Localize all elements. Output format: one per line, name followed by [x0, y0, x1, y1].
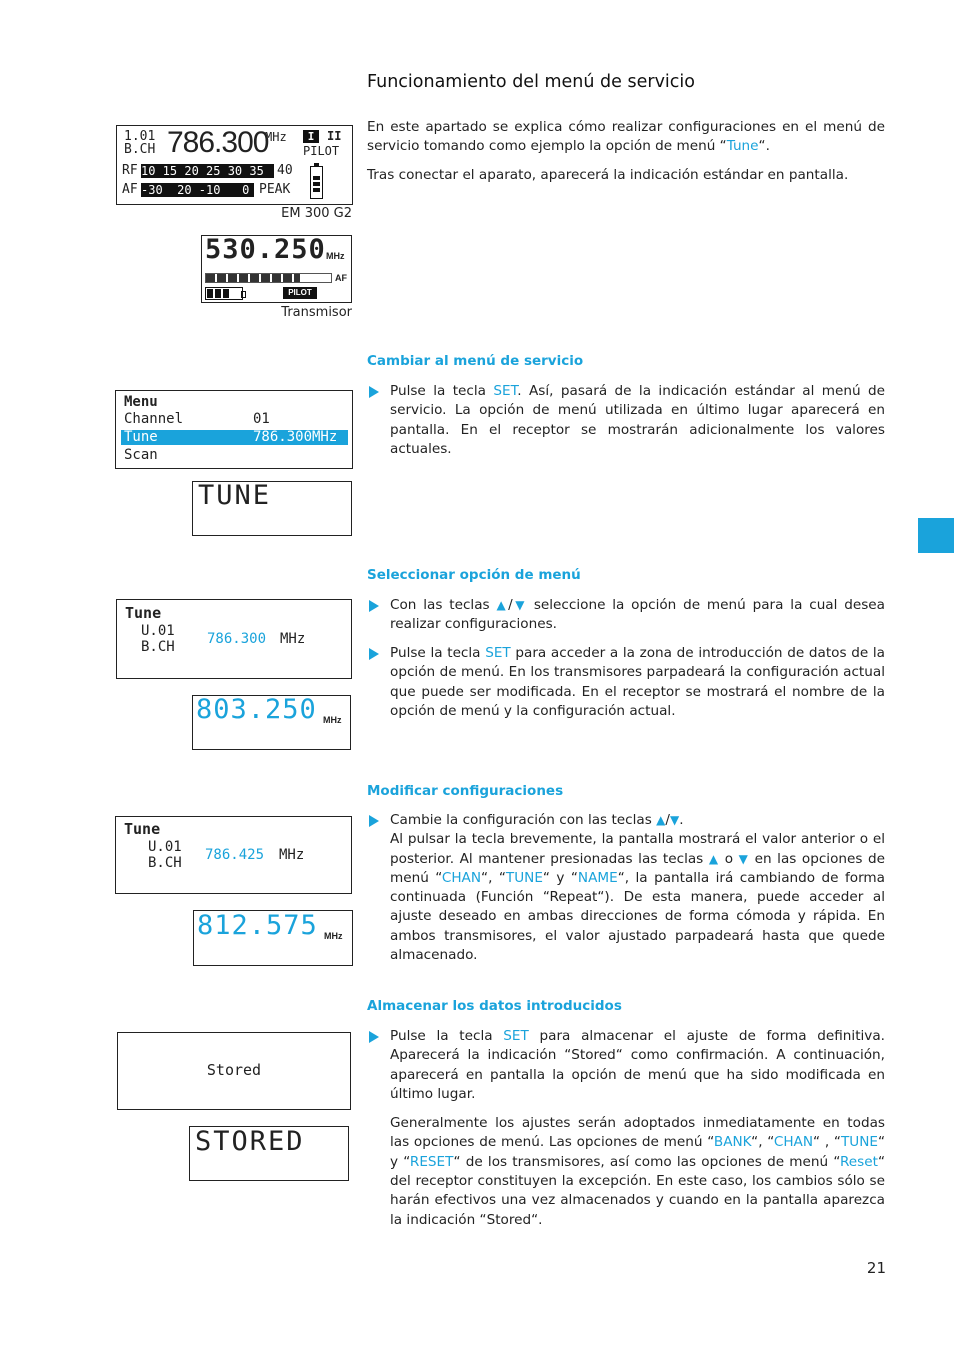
segment-unit-a: MHz	[323, 715, 342, 725]
menu-row-scan: Scan	[124, 447, 158, 463]
intro-paragraph-1	[367, 118, 885, 157]
transmitter-caption: Transmisor	[281, 305, 352, 320]
bullet-text: Pulse la tecla SET para acceder a la zona de introducción de datos de la opción de menú. En los transmisores parpadeará la configuración actual que puede ser modificada. En el receptor se mostrará el nombre de la opción de menú y la configuración actual.	[390, 645, 885, 719]
tune-option: TUNE	[840, 1134, 878, 1151]
tune-frequency: 786.425	[205, 847, 265, 863]
bank-option: BANK	[713, 1134, 752, 1151]
up-key-icon: ▲	[496, 598, 509, 612]
af-label: AF	[122, 182, 138, 197]
menu-row-channel: Channel	[124, 411, 184, 427]
bullet-store	[367, 1027, 885, 1230]
stored-text: Stored	[206, 1061, 262, 1079]
tune-display-b	[115, 816, 352, 894]
rf-label: RF	[122, 163, 138, 178]
down-key-icon: ▼	[512, 598, 527, 612]
reset-option: RESET	[409, 1153, 454, 1170]
rf-end: 40	[277, 163, 293, 178]
transmitter-display	[201, 235, 352, 303]
tune-title: Tune	[124, 820, 161, 838]
transmitter-battery-icon	[205, 287, 243, 300]
bullet-arrow-icon	[369, 1031, 379, 1043]
receiver-ch-ii: II	[327, 129, 342, 143]
section-heading-modify: Modificar configuraciones	[367, 783, 564, 799]
receiver-channel: 1.01	[124, 129, 156, 144]
tune-line-2: B.CH	[148, 855, 182, 871]
tune-option: TUNE	[505, 869, 543, 886]
tune-segment-display	[192, 481, 352, 536]
receiver-reset-option: Reset	[839, 1153, 878, 1170]
bullet-text: Con las teclas ▲/▼ seleccione la opción de menú para la cual desea realizar configuraciones.	[390, 597, 886, 633]
set-key: SET	[503, 1028, 529, 1044]
segment-display-b	[193, 910, 353, 966]
menu-row-tune-value: 786.300MHz	[253, 429, 338, 445]
af-meter	[205, 273, 332, 283]
intro-text-end: “.	[758, 138, 770, 155]
receiver-frequency: 786.300	[167, 126, 269, 159]
battery-icon	[310, 166, 323, 199]
intro-paragraph-2: Tras conectar el aparato, aparecerá la indicación estándar en pantalla.	[367, 167, 849, 183]
bullet-select-keys	[367, 596, 885, 635]
bullet-text: Pulse la tecla SET para almacenar el ajuste de forma definitiva. Aparecerá la indicación “Stored“ como confirmación. A continuación, aparecerá en pantalla la opción de menú que ha sido modificada en último lugar.	[390, 1028, 885, 1102]
tune-title: Tune	[125, 604, 162, 622]
intro-text: En este apartado se explica cómo realizar configuraciones en el menú de servicio tomando como ejemplo la opción de menú “	[367, 119, 885, 155]
down-key-icon: ▼	[669, 813, 680, 827]
peak-label: PEAK	[259, 182, 291, 197]
transmitter-pilot: PILOT	[283, 287, 317, 299]
bullet-arrow-icon	[369, 648, 379, 660]
stored-segment-text: STORED	[195, 1126, 305, 1157]
rf-scale: 10 15 20 25 30 35	[141, 164, 274, 178]
bullet-press-set-2	[367, 644, 885, 721]
menu-display	[115, 390, 353, 469]
section-heading-store: Almacenar los datos introducidos	[367, 998, 622, 1014]
tune-segment-text: TUNE	[198, 481, 272, 511]
segment-unit-b: MHz	[324, 931, 343, 941]
chan-option: CHAN	[773, 1134, 814, 1151]
up-key-icon: ▲	[708, 851, 720, 866]
transmitter-unit: MHz	[326, 251, 345, 261]
page-title: Funcionamiento del menú de servicio	[367, 72, 695, 92]
store-exceptions-paragraph: Generalmente los ajustes serán adoptados inmediatamente en todas las opciones de menú. Las opciones de menú “BANK“, “CHAN“ , “TUNE“ y “RESET“ de los transmisores, así como las opciones de menú “Reset“ del receptor constituyen la excepción. En este caso, los cambios sólo se harán efectivos una vez almacenados y cuando en la pantalla aparezca la indicación “Stored“.	[390, 1115, 885, 1228]
tune-frequency: 786.300	[207, 631, 267, 647]
receiver-display	[116, 125, 353, 205]
bullet-change-setting	[367, 811, 885, 965]
bullet-text: Pulse la tecla SET. Así, pasará de la indicación estándar al menú de servicio. La opción de menú utilizada en último lugar aparecerá en pantalla. En el receptor se mostrarán adicionalmente los valores actuales.	[390, 383, 885, 457]
tune-line-1: U.01	[141, 623, 175, 639]
page-number: 21	[866, 1259, 886, 1277]
stored-display	[117, 1032, 351, 1110]
tune-line-2: B.CH	[141, 639, 175, 655]
chapter-tab	[918, 518, 954, 553]
tune-keyword: Tune	[726, 138, 759, 155]
bullet-arrow-icon	[369, 815, 379, 827]
transmitter-frequency: 530.250	[205, 235, 326, 265]
section-heading-select-option: Seleccionar opción de menú	[367, 567, 581, 583]
bullet-arrow-icon	[369, 600, 379, 612]
af-meter-fill	[206, 274, 300, 282]
receiver-pilot: PILOT	[303, 144, 340, 158]
section-heading-change-menu: Cambiar al menú de servicio	[367, 353, 584, 369]
menu-row-tune: Tune	[124, 429, 158, 445]
menu-row-channel-value: 01	[253, 411, 270, 427]
menu-title: Menu	[124, 394, 158, 410]
tune-display-a	[116, 599, 352, 679]
segment-display-a	[192, 695, 351, 750]
stored-segment-display	[189, 1126, 349, 1181]
receiver-ch-i: I	[303, 130, 319, 143]
receiver-unit: MHz	[265, 130, 287, 144]
segment-frequency-b: 812.575	[197, 910, 318, 941]
bullet-press-set	[367, 382, 885, 459]
chan-option: CHAN	[441, 869, 482, 886]
down-key-icon: ▼	[738, 851, 750, 866]
segment-frequency-a: 803.250	[196, 695, 317, 725]
transmitter-af-label: AF	[335, 273, 347, 283]
name-option: NAME	[577, 869, 618, 886]
tune-line-1: U.01	[148, 839, 182, 855]
set-key: SET	[485, 645, 511, 661]
bullet-text: Cambie la configuración con las teclas ▲/▼. Al pulsar la tecla brevemente, la pantalla mostrará el valor anterior o el posterior. Al mantener presionadas las teclas ▲ o ▼ en las opciones de menú “CHAN“, “TUNE“ y “NAME“, la pantalla irá cambiando de forma continuada (Función “Repeat“). De esta manera, puede acceder al ajuste deseado en ambas direcciones de forma cómoda y rápida. En ambos transmisores, el valor ajustado parpadeará hasta que quede almacenado.	[390, 812, 886, 964]
tune-unit: MHz	[280, 631, 306, 647]
up-key-icon: ▲	[656, 813, 666, 827]
af-scale: -30 20 -10 0	[141, 183, 254, 197]
bullet-arrow-icon	[369, 386, 379, 398]
tune-unit: MHz	[279, 847, 305, 863]
receiver-bch: B.CH	[124, 142, 156, 157]
set-key: SET	[493, 383, 518, 399]
receiver-caption: EM 300 G2	[281, 206, 352, 221]
